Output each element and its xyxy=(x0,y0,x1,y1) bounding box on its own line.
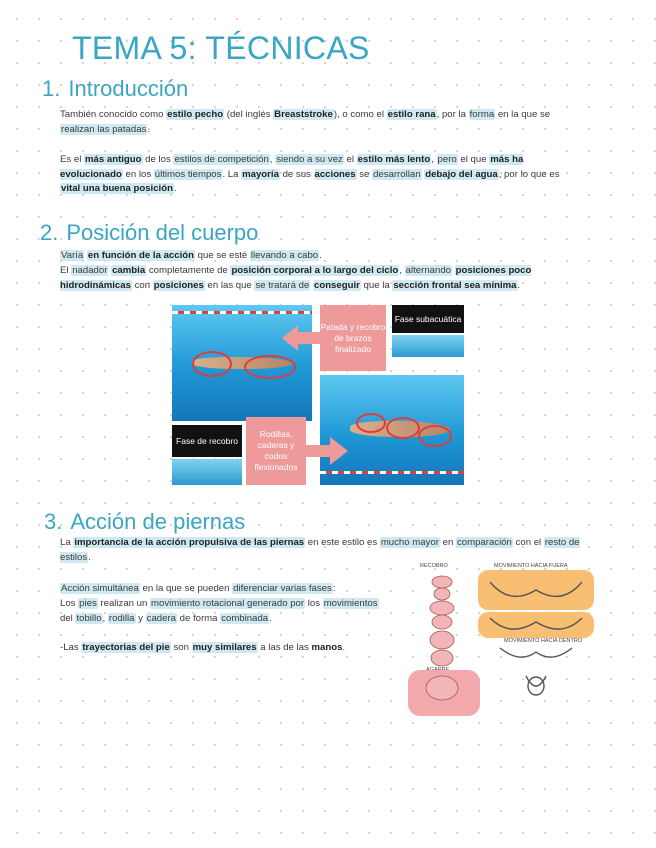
bold-term: posición corporal a lo largo del ciclo xyxy=(231,265,399,276)
highlighted-term: pero xyxy=(437,154,457,165)
intro-paragraph-1: También conocido como estilo pecho (del inglés Breaststroke), o como el estilo rana, por la forma en la que se realizan las patadas. xyxy=(60,109,551,135)
label-movimiento-fuera: MOVIMIENTO HACIA FUERA xyxy=(494,563,568,569)
position-paragraph-1: Varía en función de la acción que se esté llevando a cabo. xyxy=(61,250,322,261)
bold-term: posiciones poco hidrodinámicas xyxy=(60,265,532,291)
highlighted-term: últimos tiempos xyxy=(154,168,222,180)
highlighted-term: alternando xyxy=(405,265,451,276)
bold-term: estilo rana xyxy=(387,109,436,120)
note-arms-recovered: Patada y recobro de brazos finalizado xyxy=(320,305,386,371)
page-title: TEMA 5: TÉCNICAS xyxy=(72,30,370,66)
highlighted-term: rodilla xyxy=(108,612,135,624)
arrow-left-icon xyxy=(282,325,322,351)
section-heading-posicion xyxy=(40,220,258,246)
highlighted-term: Acción simultánea xyxy=(61,583,139,594)
bold-term: posiciones xyxy=(153,279,204,291)
label-recobro: RECOBRO xyxy=(420,563,448,569)
highlighted-term: nadador xyxy=(72,265,108,276)
highlighted-term: movimientos xyxy=(323,598,378,609)
bold-term: mayoría xyxy=(242,168,279,180)
photo-recovery-phase xyxy=(320,375,464,485)
highlighted-term: diferenciar varias fases xyxy=(233,583,332,594)
label-recovery-phase: Fase de recobro xyxy=(172,425,242,457)
bold-term: más antiguo xyxy=(85,154,142,165)
bold-term: más ha evolucionado xyxy=(60,154,524,180)
bold-term: conseguir xyxy=(314,279,360,291)
highlight-circle xyxy=(356,413,386,433)
highlight-circle xyxy=(244,355,296,379)
leg-figures-icon xyxy=(400,560,610,720)
label-underwater-phase: Fase subacuática xyxy=(392,305,464,333)
highlighted-term: combinada xyxy=(221,612,269,624)
photo-underwater-phase xyxy=(172,305,312,421)
section-heading-introduccion xyxy=(42,76,188,102)
highlighted-term: realizan las patadas xyxy=(61,123,147,135)
bold-term: trayectorias del pie xyxy=(82,642,170,653)
section-number: 3. xyxy=(44,509,63,534)
highlighted-term: mucho mayor xyxy=(380,537,439,548)
highlighted-term: movimiento rotacional generado por xyxy=(151,598,305,609)
bold-term: vital una buena posición xyxy=(61,183,173,194)
thumbnail-underwater xyxy=(392,335,464,357)
section-number: 2. xyxy=(40,220,59,245)
arrow-right-icon xyxy=(304,437,348,465)
body-position-figure xyxy=(172,305,464,485)
section-title: Posición del cuerpo xyxy=(66,220,259,245)
section-title: Acción de piernas xyxy=(70,509,246,534)
bold-term: acciones xyxy=(314,168,356,180)
bold-term: manos xyxy=(311,642,343,653)
thumbnail-recovery xyxy=(172,459,242,485)
note-knees-flexed: Rodillas, caderas y codos flexionados xyxy=(246,417,306,485)
legs-paragraph-2: Acción simultánea en la que se pueden diferenciar varias fases: xyxy=(61,583,336,594)
bold-term: importancia de la acción propulsiva de las piernas xyxy=(74,537,305,548)
bold-term: en función de la acción xyxy=(87,250,194,261)
label-movimiento-dentro: MOVIMIENTO HACIA DENTRO xyxy=(504,638,583,644)
kick-diagram-figure xyxy=(400,560,610,720)
section-heading-piernas xyxy=(44,509,245,535)
highlighted-term: resto de estilos xyxy=(60,537,580,563)
legs-paragraph-4: -Las trayectorias del pie son muy similares a las de las manos. xyxy=(60,642,346,653)
bold-term: debajo del agua xyxy=(425,168,498,180)
highlighted-term: pies xyxy=(79,598,97,609)
highlighted-term: cadera xyxy=(146,612,176,624)
highlight-circle xyxy=(418,425,452,447)
highlight-circle xyxy=(192,351,232,377)
section-number: 1. xyxy=(42,76,61,101)
bold-term: estilo más lento xyxy=(357,154,431,165)
highlighted-term: forma xyxy=(469,109,495,120)
section-title: Introducción xyxy=(68,76,189,101)
position-paragraph-2: El nadador cambia completamente de posición corporal a lo largo del ciclo, alternando posiciones poco hidrodinámicas con posiciones en las que se tratará de conseguir que la sección frontal sea mínima. xyxy=(60,265,532,291)
intro-paragraph-2: Es el más antiguo de los estilos de competición, siendo a su vez el estilo más lento, pero el que más ha evolucionado en los últimos tiempos. La mayoría de sus acciones se desarrollan debajo del agua, por lo que es vital una buena posición. xyxy=(60,154,560,194)
highlighted-term: comparación xyxy=(456,537,512,548)
highlighted-term: Varía xyxy=(61,250,84,261)
bold-term: estilo pecho xyxy=(167,109,224,120)
highlighted-term: llevando a cabo xyxy=(250,250,319,261)
bold-term: cambia xyxy=(112,265,146,276)
highlight-circle xyxy=(386,417,420,439)
highlighted-term: tobillo xyxy=(76,612,102,624)
bold-term: Breaststroke xyxy=(274,109,333,120)
highlighted-term: desarrollan xyxy=(373,168,421,180)
bold-term: muy similares xyxy=(192,642,257,653)
legs-paragraph-1: La importancia de la acción propulsiva de las piernas en este estilo es mucho mayor en comparación con el resto de estilos. xyxy=(60,537,580,563)
highlighted-term: siendo a su vez xyxy=(276,154,343,165)
highlighted-term: se tratará de xyxy=(255,279,310,291)
legs-paragraph-3: Los pies realizan un movimiento rotacional generado por los movimientos del tobillo, rodilla y cadera de forma combinada. xyxy=(60,598,378,624)
bold-term: sección frontal sea mínima xyxy=(393,279,517,291)
highlighted-term: estilos de competición xyxy=(174,154,269,165)
